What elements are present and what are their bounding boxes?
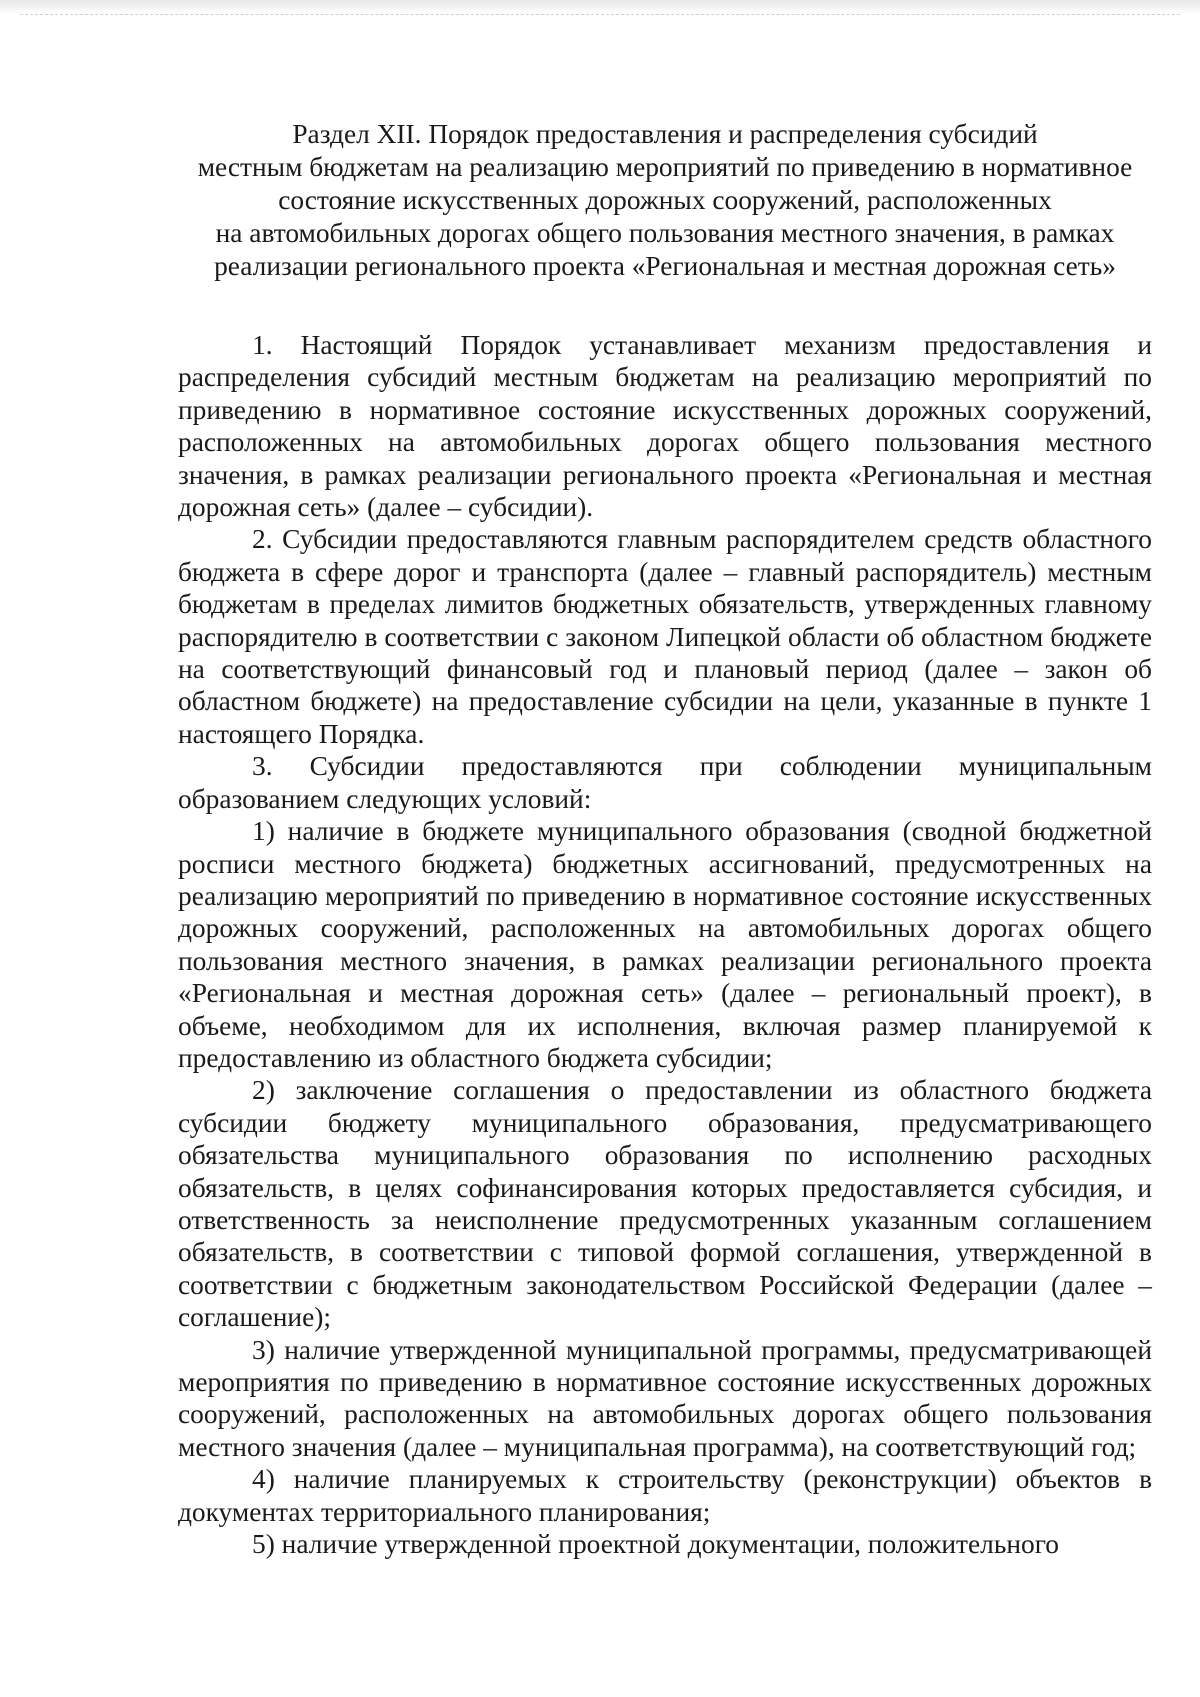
document-body bbox=[178, 329, 1152, 1560]
paragraph-1: 1. Настоящий Порядок устанавливает механизм предоставления и распределения субсидий местным бюджетам на реализацию мероприятий по приведению в нормативное состояние искусственных дорожных сооружений, расположенных на автомобильных дорогах общего пользования местного значения, в рамках реализации регионального проекта «Региональная и местная дорожная сеть» (далее – субсидии). bbox=[178, 330, 1152, 523]
condition-3: 3) наличие утвержденной муниципальной программы, предусматривающей мероприятия по приведению в нормативное состояние искусственных дорожных сооружений, расположенных на автомобильных дорогах общего пользования местного значения (далее – муниципальная программа), на соответствующий год; bbox=[178, 1334, 1152, 1462]
title-line-1: Раздел XII. Порядок предоставления и распределения субсидий bbox=[292, 119, 1038, 149]
paragraph-2: 2. Субсидии предоставляются главным распорядителем средств областного бюджета в сфере дорог и транспорта (далее – главный распорядитель) местным бюджетам в пределах лимитов бюджетных обязательств, утвержденных главному распорядителю в соответствии с законом Липецкой области об областном бюджете на соответствующий финансовый год и плановый период (далее – закон об областном бюджете) на предоставление субсидии на цели, указанные в пункте 1 настоящего Порядка. bbox=[178, 524, 1152, 749]
condition-1: 1) наличие в бюджете муниципального образования (сводной бюджетной росписи местного бюджета) бюджетных ассигнований, предусмотренных на реализацию мероприятий по приведению в нормативное состояние искусственных дорожных сооружений, расположенных на автомобильных дорогах общего пользования местного значения, в рамках реализации регионального проекта «Региональная и местная дорожная сеть» (далее – региональный проект), в объеме, необходимом для их исполнения, включая размер планируемой к предоставлению из областного бюджета субсидии; bbox=[178, 816, 1152, 1073]
condition-4: 4) наличие планируемых к строительству (реконструкции) объектов в документах территориального планирования; bbox=[178, 1464, 1152, 1527]
condition-5: 5) наличие утвержденной проектной документации, положительного bbox=[252, 1529, 1059, 1560]
title-line-3: состояние искусственных дорожных сооружений, расположенных bbox=[278, 185, 1052, 215]
scan-top-edge bbox=[0, 0, 1200, 14]
title-line-5: реализации регионального проекта «Региональная и местная дорожная сеть» bbox=[214, 251, 1116, 281]
section-title bbox=[178, 118, 1152, 283]
document-content bbox=[178, 118, 1152, 1560]
condition-2: 2) заключение соглашения о предоставлении из областного бюджета субсидии бюджету муниципального образования, предусматривающего обязательства муниципального образования по исполнению расходных обязательств, в целях софинансирования которых предоставляется субсидия, и ответственность за неисполнение предусмотренных указанным соглашением обязательств, в соответствии с типовой формой соглашения, утвержденной в соответствии с бюджетным законодательством Российской Федерации (далее – соглашение); bbox=[178, 1075, 1152, 1333]
scan-edge-line bbox=[20, 14, 1180, 16]
title-line-4: на автомобильных дорогах общего пользования местного значения, в рамках bbox=[215, 218, 1115, 248]
title-line-2: местным бюджетам на реализацию мероприятий по приведению в нормативное bbox=[197, 152, 1133, 182]
paragraph-3: 3. Субсидии предоставляются при соблюдении муниципальным образованием следующих условий: bbox=[178, 751, 1152, 814]
